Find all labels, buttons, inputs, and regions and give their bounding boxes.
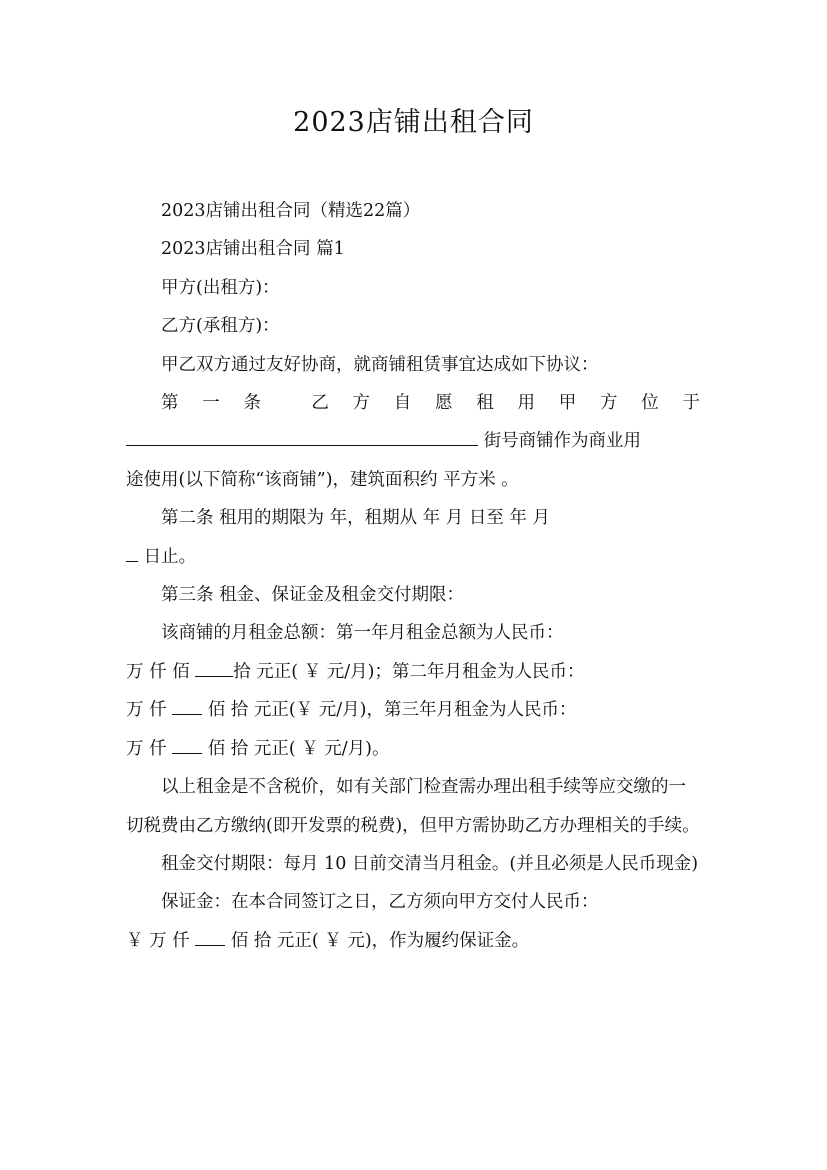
party-a-line: 甲方(出租方)： — [161, 277, 280, 298]
document-body — [126, 192, 700, 960]
rent-line-3-text-a: 万 仟 — [126, 700, 173, 721]
document-title: 2023店铺出租合同 — [293, 107, 534, 138]
fill-blank — [126, 428, 478, 447]
tax-paragraph: 以上租金是不含税价，如有关部门检查需办理出租手续等应交缴的一切税费由乙方缴纳(即开发票的税费)，但甲方需协助乙方办理相关的手续。 — [126, 777, 700, 836]
rent-line-3-text-b: 佰 拾 元正(￥ 元/月)，第三年月租金为人民币： — [202, 700, 577, 721]
article-2-line-2 — [126, 538, 700, 576]
deposit-line-2-text-a: ￥ 万 仟 — [126, 930, 196, 951]
article-2-line-1: 第二条 租用的期限为 年，租期从 年 月 日至 年 月 — [161, 508, 550, 529]
article-1-line-1: 第 一 条 乙 方 自 愿 租 用 甲 方 位 于 — [161, 393, 700, 414]
article-2-line-2-text: 日止。 — [138, 546, 197, 567]
intro-paragraph: 甲乙双方通过友好协商，就商铺租赁事宜达成如下协议： — [161, 354, 599, 375]
rent-line-2-text-a: 万 仟 佰 — [126, 661, 196, 682]
article-1-line-2 — [126, 422, 700, 460]
fill-blank — [172, 697, 202, 716]
fill-blank — [172, 735, 202, 754]
rent-line-2 — [126, 653, 700, 691]
article-1-line-3: 途使用(以下简称“该商铺”)，建筑面积约 平方米 。 — [126, 469, 519, 490]
rent-line-2-text-b: 拾 元正( ￥ 元/月)；第二年月租金为人民币： — [233, 661, 585, 682]
deposit-line-2 — [126, 922, 700, 960]
article-1-line-2-text: 街号商铺作为商业用 — [478, 431, 642, 452]
article-3-heading: 第三条 租金、保证金及租金交付期限： — [161, 585, 465, 606]
party-b-line: 乙方(承租方)： — [161, 316, 280, 337]
rent-line-4 — [126, 730, 700, 768]
rent-line-1: 该商铺的月租金总额：第一年月租金总额为人民币： — [161, 623, 564, 644]
subtitle: 2023店铺出租合同（精选22篇） — [161, 201, 421, 221]
deposit-line-2-text-b: 佰 拾 元正( ￥ 元)，作为履约保证金。 — [225, 930, 530, 951]
fill-blank — [195, 927, 225, 946]
rent-line-4-text-a: 万 仟 — [126, 738, 173, 759]
fill-blank — [126, 543, 138, 562]
fill-blank — [195, 658, 233, 677]
payment-paragraph: 租金交付期限：每月 10 日前交清当月租金。(并且必须是人民币现金) — [161, 853, 699, 874]
rent-line-3 — [126, 691, 700, 729]
rent-line-4-text-b: 佰 拾 元正( ￥ 元/月)。 — [202, 738, 390, 759]
section-heading: 2023店铺出租合同 篇1 — [161, 239, 345, 260]
deposit-line-1: 保证金：在本合同签订之日，乙方须向甲方交付人民币： — [161, 892, 599, 913]
